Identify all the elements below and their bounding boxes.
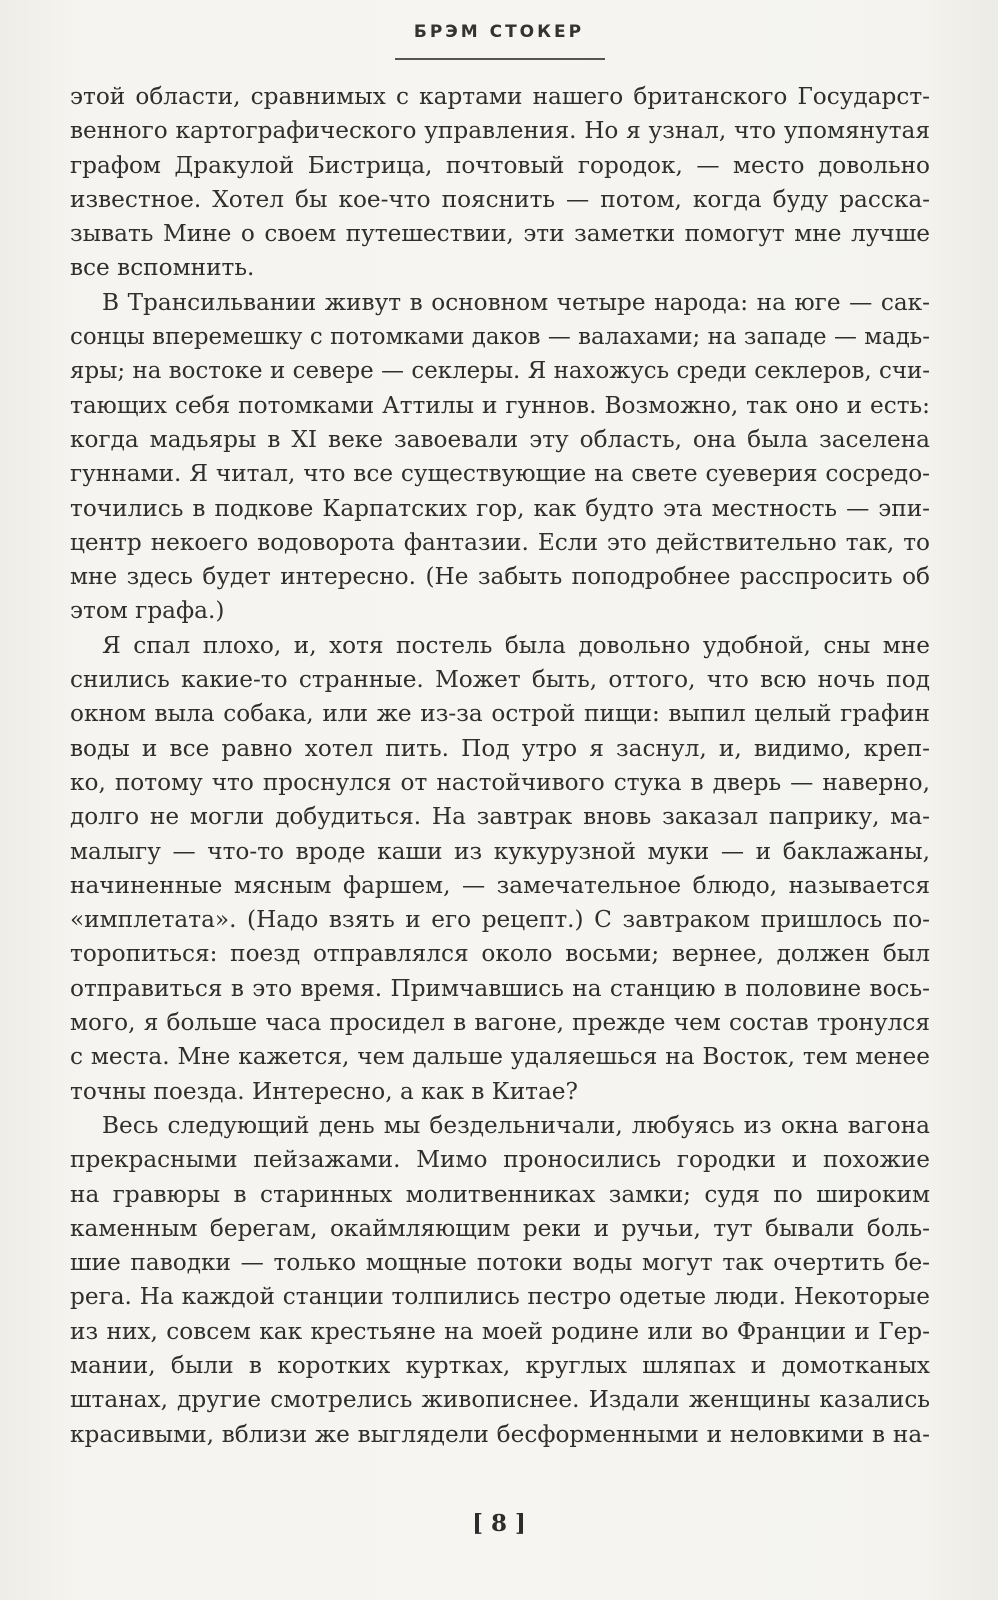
text-line: графом Дракулой Бистрица, почтовый городок, — место довольно bbox=[70, 151, 930, 179]
page-number: [ 8 ] bbox=[472, 1510, 526, 1537]
text-line: из них, совсем как крестьяне на моей родине или во Франции и Гер- bbox=[70, 1317, 930, 1345]
text-line: с места. Мне кажется, чем дальше удаляешься на Восток, тем менее bbox=[70, 1043, 930, 1071]
text-line: торопиться: поезд отправлялся около восьми; вернее, должен был bbox=[70, 940, 930, 968]
text-line: точны поезда. Интересно, а как в Китае? bbox=[70, 1077, 578, 1105]
text-line: долго не могли добудиться. На завтрак вновь заказал паприку, ма- bbox=[70, 803, 930, 831]
text-line: этом графа.) bbox=[70, 597, 225, 625]
text-line: известное. Хотел бы кое-что пояснить — потом, когда буду расска- bbox=[70, 185, 930, 213]
text-line: тающих себя потомками Аттилы и гуннов. Возможно, так оно и есть: bbox=[70, 391, 930, 419]
text-line: каменным берегам, окаймляющим реки и ручьи, тут бывали боль- bbox=[70, 1214, 930, 1242]
text-line: Весь следующий день мы бездельничали, любуясь из окна вагона bbox=[102, 1111, 930, 1139]
running-head-rule bbox=[395, 58, 605, 60]
text-line: все вспомнить. bbox=[70, 254, 255, 282]
text-line: мого, я больше часа просидел в вагоне, прежде чем состав тронулся bbox=[70, 1009, 930, 1037]
body-text bbox=[70, 80, 930, 1452]
text-line: рега. На каждой станции толпились пестро одетые люди. Некоторые bbox=[70, 1283, 930, 1311]
text-line: центр некоего водоворота фантазии. Если это действительно так, то bbox=[70, 528, 930, 556]
text-line: Я спал плохо, и, хотя постель была довольно удобной, сны мне bbox=[102, 631, 930, 659]
text-line: когда мадьяры в XI веке завоевали эту область, она была заселена bbox=[70, 425, 930, 453]
text-line: яры; на востоке и севере — секлеры. Я нахожусь среди секлеров, счи- bbox=[70, 358, 930, 385]
text-line: красивыми, вблизи же выглядели бесформенными и неловкими в на- bbox=[70, 1420, 930, 1448]
text-line: прекрасными пейзажами. Мимо проносились городки и похожие bbox=[70, 1146, 930, 1174]
text-line: гуннами. Я читал, что все существующие на свете суеверия сосредо- bbox=[70, 460, 930, 488]
text-line: ко, потому что проснулся от настойчивого стука в дверь — наверно, bbox=[70, 768, 930, 796]
text-line: мании, были в коротких куртках, круглых шляпах и домотканых bbox=[70, 1351, 930, 1379]
text-line: малыгу — что-то вроде каши из кукурузной муки — и баклажаны, bbox=[70, 837, 930, 865]
text-line: отправиться в это время. Примчавшись на станцию в половине вось- bbox=[70, 974, 930, 1002]
text-line: начиненные мясным фаршем, — замечательное блюдо, называется bbox=[70, 871, 930, 899]
text-line: зывать Мине о своем путешествии, эти заметки помогут мне лучше bbox=[70, 220, 930, 248]
text-line: на гравюры в старинных молитвенниках замки; судя по широким bbox=[70, 1180, 930, 1208]
text-line: В Трансильвании живут в основном четыре народа: на юге — сак- bbox=[102, 288, 930, 316]
text-line: этой области, сравнимых с картами нашего британского Государст- bbox=[70, 83, 930, 110]
text-line: штанах, другие смотрелись живописнее. Издали женщины казались bbox=[70, 1386, 930, 1414]
text-line: мне здесь будет интересно. (Не забыть поподробнее расспросить об bbox=[70, 563, 930, 591]
text-line: «имплетата». (Надо взять и его рецепт.) С завтраком пришлось по- bbox=[70, 906, 930, 934]
text-line: венного картографического управления. Но я узнал, что упомянутая bbox=[70, 117, 930, 145]
running-head: БРЭМ СТОКЕР bbox=[413, 22, 585, 42]
text-line: точились в подкове Карпатских гор, как будто эта местность — эпи- bbox=[70, 494, 930, 522]
text-line: сонцы вперемешку с потомками даков — валахами; на западе — мадь- bbox=[70, 324, 930, 351]
text-line: окном выла собака, или же из-за острой пищи: выпил целый графин bbox=[70, 700, 930, 728]
text-line: воды и все равно хотел пить. Под утро я заснул, и, видимо, креп- bbox=[70, 734, 930, 762]
text-line: снились какие-то странные. Может быть, оттого, что всю ночь под bbox=[70, 666, 930, 694]
text-line: шие паводки — только мощные потоки воды могут так очертить бе- bbox=[70, 1249, 930, 1277]
